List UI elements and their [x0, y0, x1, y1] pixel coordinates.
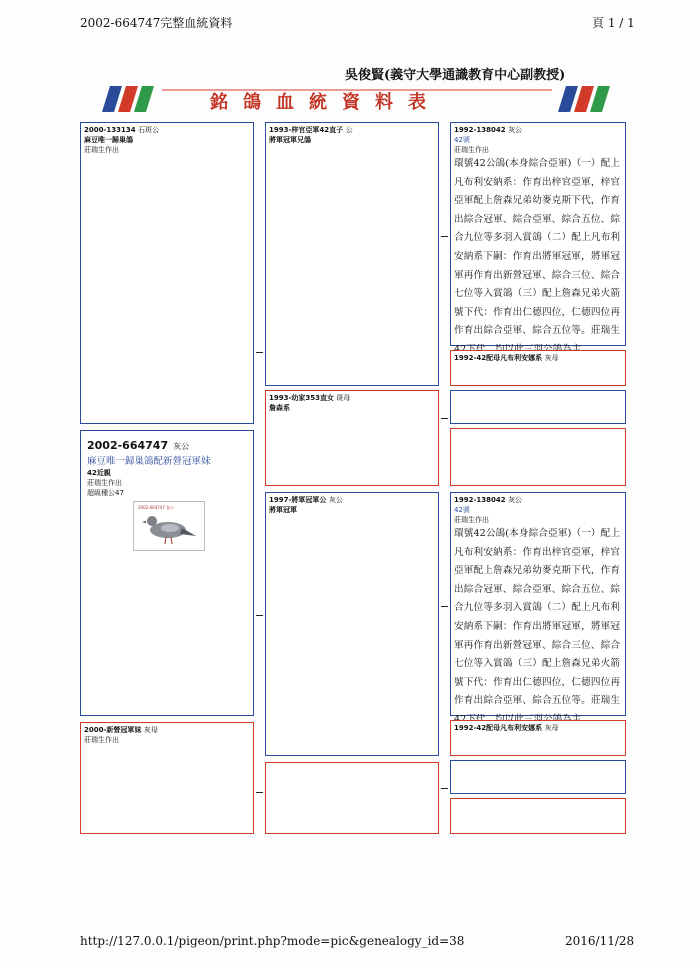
subject-box: [80, 430, 254, 716]
banner-title: 銘鴿血統資料表: [210, 92, 441, 113]
gen3-3-color: 灰公: [328, 496, 343, 504]
print-date: 2016/11/28: [565, 934, 635, 948]
author-line: 吳俊賢(義守大學通識教育中心副教授): [345, 68, 566, 83]
gen3-2-title: 1993-幼家353直女: [269, 394, 334, 402]
gen4-box-2: [450, 350, 626, 386]
subject-ring: 2002-664747: [87, 439, 169, 452]
page-url: http://127.0.0.1/pigeon/print.php?mode=pic&genealogy_id=38: [80, 934, 465, 948]
dam-breeder: 莊瑞生作出: [84, 736, 119, 744]
connector-tick: [441, 236, 448, 237]
dam-title: 2000-新營冠軍妹: [84, 726, 142, 734]
page-number: 頁 1 / 1: [592, 16, 635, 30]
gen3-2-color: 斑母: [336, 394, 351, 402]
sire-breeder: 莊瑞生作出: [84, 146, 119, 154]
dam-color: 灰母: [143, 726, 158, 734]
gen4-5-number: 42號: [454, 506, 470, 514]
gen4-2-color: 灰母: [544, 354, 559, 362]
gen3-box-1: [265, 122, 439, 386]
gen4-1-title: 1992-138042: [454, 126, 506, 134]
subject-breeder: 莊瑞生作出: [87, 479, 122, 487]
pigeon-photo: [133, 501, 205, 551]
gen3-box-3: [265, 492, 439, 756]
gen4-5-color: 灰公: [508, 496, 523, 504]
gen4-box-7: [450, 760, 626, 794]
gen4-1-color: 灰公: [508, 126, 523, 134]
gen3-1-title: 1993-梓官亞軍42直子: [269, 126, 344, 134]
sire-box: [80, 122, 254, 424]
gen4-5-breeder: 莊瑞生作出: [454, 516, 489, 524]
connector-tick: [256, 615, 263, 616]
gen3-3-name: 將軍冠軍: [269, 506, 297, 514]
gen4-box-8: [450, 798, 626, 834]
gen3-1-color: 公: [345, 126, 353, 134]
gen3-1-name: 將軍冠軍兄鴿: [269, 136, 311, 144]
gen4-6-color: 灰母: [544, 724, 559, 732]
dam-box: [80, 722, 254, 834]
gen3-3-title: 1997-將軍冠軍公: [269, 496, 327, 504]
gen4-box-4: [450, 428, 626, 486]
subject-note: 超級種公47: [87, 489, 124, 497]
sire-ring: 2000-133134: [84, 126, 136, 134]
connector-tick: [256, 352, 263, 353]
gen3-box-2: [265, 390, 439, 486]
gen4-1-breeder: 莊瑞生作出: [454, 146, 489, 154]
gen4-1-number: 42號: [454, 136, 470, 144]
gen4-box-3: [450, 390, 626, 424]
gen4-2-title: 1992-42配母凡布利安娜系: [454, 354, 543, 362]
gen4-box-5: [450, 492, 626, 716]
gen3-2-name: 詹森系: [269, 404, 290, 412]
gen3-box-4: [265, 762, 439, 834]
connector-tick: [256, 792, 263, 793]
gen4-5-title: 1992-138042: [454, 496, 506, 504]
sire-name: 麻豆唯一歸巢鴿: [84, 136, 133, 144]
gen4-1-description: 環號42公鴿(本身綜合亞軍)（一）配上凡布利安納系：作育出梓官亞軍，梓官亞軍配上詹森兄弟幼麥克斯下代，作育出綜合冠軍、綜合亞軍、綜合五位、綜合九位等多羽入賞鴿（二）配上凡布利安納系下嗣：作育出將軍冠軍，將軍冠軍再作育出新營冠軍、綜合三位、綜合七位等入賞鴿（三）配上詹森兄弟火箭號下代：作育出仁德四位，仁德四位再作育出綜合亞軍、綜合五位等。莊瑞生: [454, 158, 620, 337]
sire-color: 石斑公: [138, 126, 160, 134]
subject-number: 42近親: [87, 469, 111, 477]
connector-tick: [441, 788, 448, 789]
connector-tick: [441, 418, 448, 419]
gen4-5-description: 環號42公鴿(本身綜合亞軍)（一）配上凡布利安納系：作育出梓官亞軍，梓官亞軍配上詹森兄弟幼麥克斯下代，作育出綜合冠軍、綜合亞軍、綜合五位、綜合九位等多羽入賞鴿（二）配上凡布利安納系下嗣：作育出將軍冠軍，將軍冠軍再作育出新營冠軍、綜合三位、綜合七位等入賞鴿（三）配上詹森兄弟火箭號下代：作育出仁德四位，仁德四位再作育出綜合亞軍、綜合五位等。莊瑞生: [454, 528, 620, 707]
connector-tick: [441, 606, 448, 607]
title-banner: [92, 86, 612, 112]
document-title: 2002-664747完整血統資料: [80, 16, 233, 30]
subject-color: 灰公: [173, 442, 190, 451]
gen4-6-title: 1992-42配母凡布利安娜系: [454, 724, 543, 732]
photo-label: 2002-664747 灰公: [138, 505, 175, 510]
gen4-box-6: [450, 720, 626, 756]
gen4-box-1: [450, 122, 626, 346]
subject-name: 麻豆唯一歸巢鴿配新營冠軍妹: [87, 456, 211, 467]
